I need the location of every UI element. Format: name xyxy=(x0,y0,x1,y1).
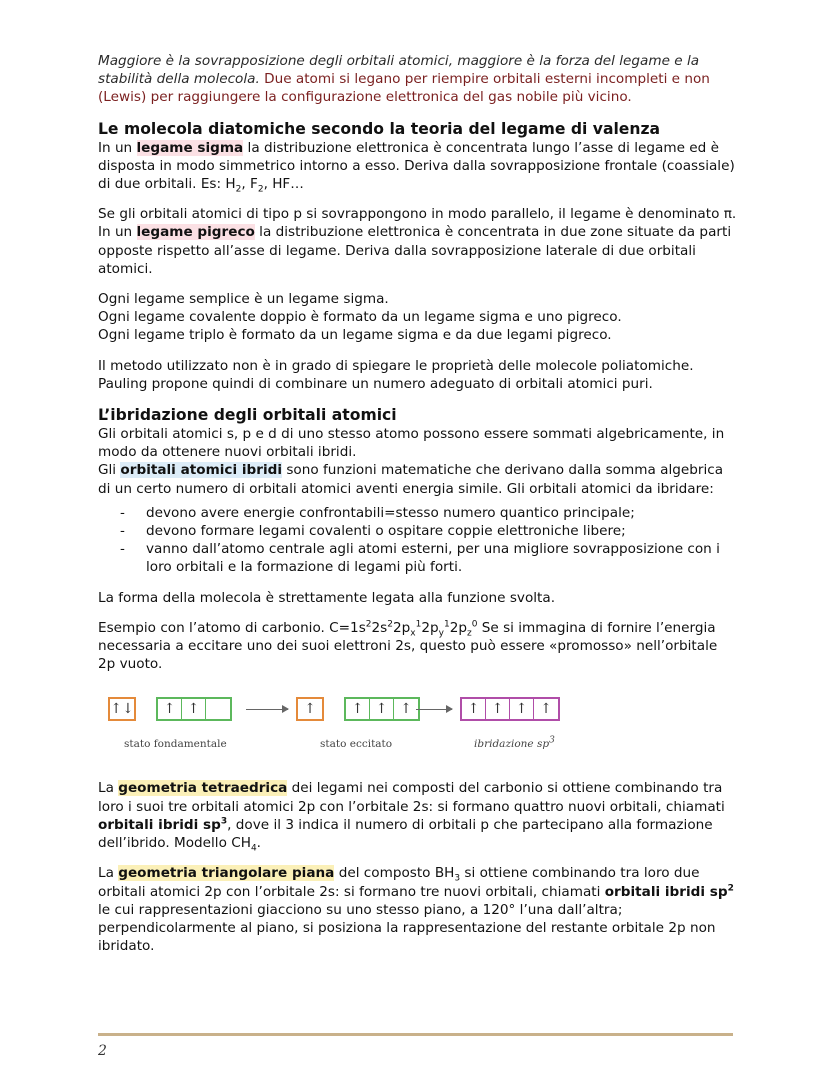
hybrid-intro-paragraph: Gli orbitali atomici s, p e d di uno stesso atomo possono essere sommati algebricamente, in modo da ottenere nuovi orbitali ibridi. xyxy=(98,426,725,461)
ground-2p-box: ↑ ↑ xyxy=(156,697,232,721)
label-stato-eccitato: stato eccitato xyxy=(320,738,393,751)
intro-paragraph xyxy=(98,52,738,107)
page-number: 2 xyxy=(98,1043,107,1059)
highlight-legame-pigreco: legame pigreco xyxy=(136,224,255,241)
trigonal-planar-paragraph: La geometria triangolare piana del composto $BH_3$ si ottiene combinando tra loro due orbitali atomici 2p con l’orbitale 2s: si formano tre nuovi orbitali, chiamati orbitali ibridi $sp^2$ le cui rappresentazioni giacciono su uno stesso piano, a 120° l’una dall’altra; perpendicolarmente al piano, si posiziona la rappresentazione del restante orbitale 2p non ibridato. xyxy=(98,865,734,955)
pauling-paragraph: Il metodo utilizzato non è in grado di spiegare le proprietà delle molecole poliatomiche. Pauling propone quindi di combinare un numero adeguato di orbitali atomici puri. xyxy=(98,357,694,392)
ground-2s-box: ↑↓ xyxy=(108,697,136,721)
tetrahedral-paragraph: La geometria tetraedrica dei legami nei composti del carbonio si ottiene combinando tra loro i suoi tre orbitali atomici 2p con l’orbitale 2s: si formano quattro nuovi orbitali, chiamati orbitali ibridi $sp^3$, dove il 3 indica il numero di orbitali p che partecipano alla formazione dell’ibrido. Modello $CH_4$. xyxy=(98,780,725,854)
section-heading-hybridization: L’ibridazione degli orbitali atomici xyxy=(98,406,397,425)
arrow-icon xyxy=(416,709,452,710)
sigma-paragraph: In un legame sigma la distribuzione elettronica è concentrata lungo l’asse di legame ed è disposta in modo simmetrico intorno a esso. Deriva dalla sovrapposizione frontale (coassiale) di due orbitali. Es: $H_2$, $F_2$, HF… xyxy=(98,139,735,195)
highlight-orbitali-ibridi: orbitali atomici ibridi xyxy=(120,462,283,479)
footer-divider xyxy=(98,1033,733,1036)
excited-2p-box: ↑ ↑ ↑ xyxy=(344,697,420,721)
highlight-geometria-tetraedrica: geometria tetraedrica xyxy=(118,780,288,797)
arrow-icon xyxy=(246,709,288,710)
excited-2s-box: ↑ xyxy=(296,697,324,721)
intro-italic: Maggiore è la sovrapposizione degli orbitali atomici, maggiore è la forza del legame e la stabilità della molecola. xyxy=(98,53,700,88)
highlight-legame-sigma: legame sigma xyxy=(136,139,244,156)
section-heading-diatomic: Le molecola diatomiche secondo la teoria del legame di valenza xyxy=(98,119,661,138)
highlight-geometria-triangolare: geometria triangolare piana xyxy=(118,865,335,882)
label-stato-fondamentale: stato fondamentale xyxy=(124,738,227,751)
intro-rest: Due atomi si legano per riempire orbitali esterni incompleti e non (Lewis) per raggiungere la configurazione elettronica del gas nobile più vicino. xyxy=(98,71,710,106)
bond-types-paragraph xyxy=(98,290,738,345)
bond-line-triple: Ogni legame triplo è formato da un legame sigma e da due legami pigreco. xyxy=(98,327,612,344)
shape-function-paragraph: La forma della molecola è strettamente legata alla funzione svolta. xyxy=(98,589,556,606)
pigreco-paragraph: Se gli orbitali atomici di tipo p si sovrappongono in modo parallelo, il legame è denominato π. In un legame pigreco la distribuzione elettronica è concentrata in due zone situate da parti opposte rispetto all’asse di legame. Deriva dalla sovrapposizione laterale di due orbitali atomici. xyxy=(98,206,737,277)
list-item: - devono formare legami covalenti o ospitare coppie elettroniche libere; xyxy=(146,522,738,540)
label-ibridazione-sp3: ibridazione $sp^3$ xyxy=(474,735,555,751)
orbital-diagram xyxy=(98,685,738,769)
bond-line-single: Ogni legame semplice è un legame sigma. xyxy=(98,291,389,308)
list-item: - devono avere energie confrontabili=stesso numero quantico principale; xyxy=(146,504,738,522)
carbon-example-paragraph: Esempio con l’atomo di carbonio. $C=1s^22s^22p_x^12p_y^12p_z^0$ Se si immagina di fornire l’energia necessaria a eccitare uno dei suoi elettroni 2s, questo può essere «promosso» nell’orbitale 2p vuoto. xyxy=(98,619,718,673)
list-item: - vanno dall’atomo centrale agli atomi esterni, per una migliore sovrapposizione con i loro orbitali e la formazione di legami più forti. xyxy=(146,540,738,576)
hybrid-definition-paragraph: Gli orbitali atomici ibridi sono funzioni matematiche che derivano dalla somma algebrica di un certo numero di orbitali atomici aventi energia simile. Gli orbitali atomici da ibridare: xyxy=(98,462,724,497)
hybrid-sp3-box: ↑ ↑ ↑ ↑ xyxy=(460,697,560,721)
document-page xyxy=(98,52,738,967)
bond-line-double: Ogni legame covalente doppio è formato da un legame sigma e uno pigreco. xyxy=(98,309,622,326)
hybrid-conditions-list xyxy=(98,504,738,577)
